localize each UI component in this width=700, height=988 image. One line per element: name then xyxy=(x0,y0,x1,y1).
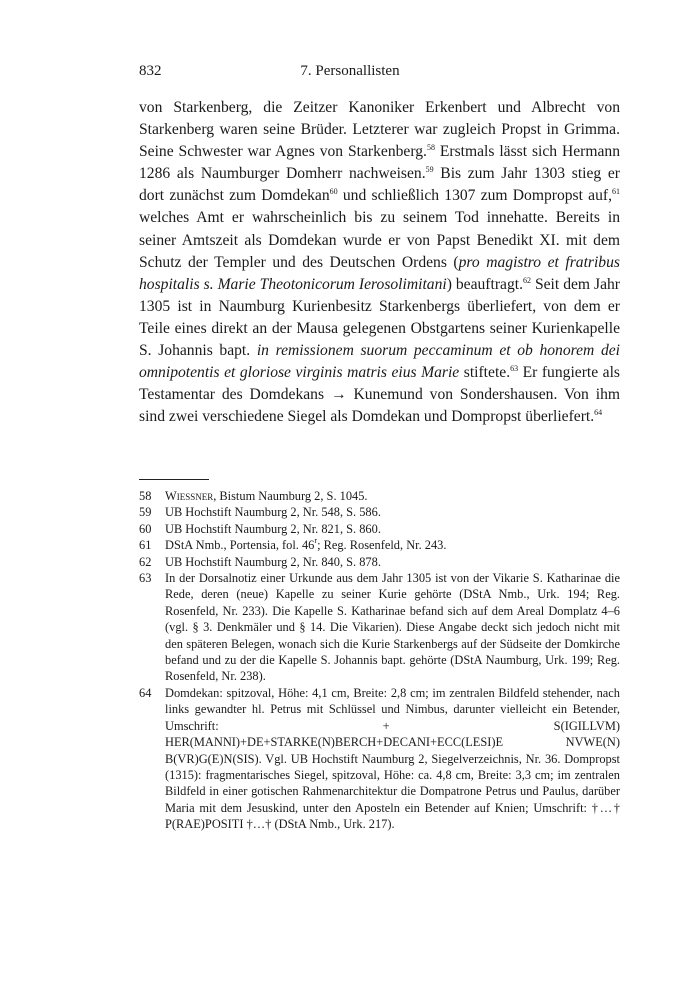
body-text xyxy=(139,97,620,428)
page-number: 832 xyxy=(139,63,162,79)
text-segment: Erstmals lässt sich Hermann 1286 als Naumburger Domherr nachweisen. xyxy=(139,143,620,183)
footnote-ref: 60 xyxy=(329,187,338,197)
footnote-text: Domdekan: spitzoval, Höhe: 4,1 cm, Breite: 2,8 cm; im zentralen Bildfeld stehender, nach links gewandter hl. Petrus mit Schlüssel und Nimbus, darunter vielleicht ein Betender, Umschrift: + S(IGILLVM) HER(MANNI)+DE+STARKE(N)BERCH+DECANI+ECC(LESI)E NVWE(N) B(VR)G(E)N(SIS). Vgl. UB Hochstift Naumburg 2, Siegelverzeichnis, Nr. 36. Dompropst (1315): fragmentarisches Siegel, spitzoval, Höhe: ca. 4,8 cm, Breite: 3,3 cm; im zentralen Bildfeld in einer gotischen Rahmenarchitektur die Dompatrone Petrus und Paulus, darüber Maria mit dem Jesuskind, unter den Aposteln ein Betender auf Knien; Umschrift: †…† P(RAE)POSITI †…† (DStA Nmb., Urk. 217). xyxy=(165,685,620,832)
footnote-ref: 61 xyxy=(612,187,620,197)
running-head: 7. Personallisten xyxy=(300,63,400,79)
latin-quote: in remissionem suorum peccaminum et ob honorem dei omnipotentis et gloriose virginis matris eius Marie xyxy=(139,342,620,382)
footnote-60 xyxy=(139,521,620,537)
text-segment: Er fungierte als Testamentar des Domdekans → Kunemund von Sondershausen. Von ihm sind zwei verschiedene Siegel als Domdekan und Dompropst überliefert. xyxy=(139,364,620,426)
footnote-text: UB Hochstift Naumburg 2, Nr. 821, S. 860. xyxy=(165,521,381,536)
footnote-ref: 64 xyxy=(594,408,603,418)
footnote-59 xyxy=(139,504,620,520)
footnote-text: ; Reg. Rosenfeld, Nr. 243. xyxy=(317,538,447,553)
text-segment: ) beauftragt. xyxy=(446,275,523,293)
text-segment: stiftete. xyxy=(459,364,511,382)
footnote-64 xyxy=(139,685,620,833)
footnotes xyxy=(139,488,620,833)
footnote-ref: 58 xyxy=(426,143,435,153)
footnote-text: In der Dorsalnotiz einer Urkunde aus dem Jahr 1305 ist von der Vikarie S. Katharinae die Rede, deren (neue) Kapelle zu seiner Kurie gehörte (DStA Nmb., Urk. 194; Reg. Rosenfeld, Nr. 233). Die Kapelle S. Katharinae befand sich auf dem Areal Domplatz 4–6 (vgl. § 3. Denkmäler und § 14. Die Vikarien). Diese Angabe deckt sich jedoch nicht mit den späteren Belegen, wonach sich die Kurie Starkenbergs auf der Südseite der Domkirche befand und zu der die Kapelle S. Johannis bapt. gehörte (DStA Naumburg, Urk. 199; Reg. Rosenfeld, Nr. 238). xyxy=(165,571,620,684)
footnote-number: 58 xyxy=(139,489,152,503)
footnote-ref: 59 xyxy=(425,165,434,175)
text-segment: und schließlich 1307 zum Dompropst auf, xyxy=(337,187,612,205)
author-name: Wiessner xyxy=(165,489,214,503)
footnote-58 xyxy=(139,488,620,504)
footnote-text: UB Hochstift Naumburg 2, Nr. 840, S. 878. xyxy=(165,554,381,569)
latin-quote: pro magistro et fratribus hospitalis s. Marie Theotonicorum Ierosolimitani xyxy=(139,253,620,293)
footnote-rule xyxy=(139,479,209,480)
text-segment: von Starkenberg, die Zeitzer Kanoniker Erkenbert und Albrecht von Starkenberg waren seine Brüder. Letzterer war zugleich Propst in Grimma. Seine Schwester war Agnes von Starkenberg. xyxy=(139,99,620,161)
footnote-text: DStA Nmb., Portensia, fol. 46 xyxy=(165,538,315,553)
footnote-61 xyxy=(139,537,620,553)
text-segment: Seit dem Jahr 1305 ist in Naumburg Kurienbesitz Starkenbergs überliefert, von dem er Teile eines direkt an der Mausa gelegenen Obstgartens seiner Kurienkapelle S. Johannis bapt. xyxy=(139,275,620,360)
footnote-number: 61 xyxy=(139,538,152,553)
footnote-63 xyxy=(139,570,620,685)
footnote-text: , Bistum Naumburg 2, S. 1045. xyxy=(213,489,368,503)
footnote-text: UB Hochstift Naumburg 2, Nr. 548, S. 586. xyxy=(165,505,381,520)
footnote-number: 59 xyxy=(139,505,152,520)
footnote-number: 60 xyxy=(139,521,152,536)
text-segment: Bis zum Jahr 1303 stieg er dort zunächst zum Domdekan xyxy=(139,165,620,205)
footnote-number: 64 xyxy=(139,685,152,700)
recto-mark: r xyxy=(314,536,318,546)
footnote-ref: 63 xyxy=(510,364,519,374)
footnote-ref: 62 xyxy=(522,275,531,285)
footnote-number: 63 xyxy=(139,571,152,586)
footnote-62 xyxy=(139,554,620,570)
text-segment: welches Amt er wahrscheinlich bis zu seinem Tod innehatte. Bereits in seiner Amtszeit als Domdekan wurde er von Papst Benedikt XI. mit dem Schutz der Templer und des Deutschen Ordens ( xyxy=(139,209,620,271)
footnote-number: 62 xyxy=(139,554,152,569)
